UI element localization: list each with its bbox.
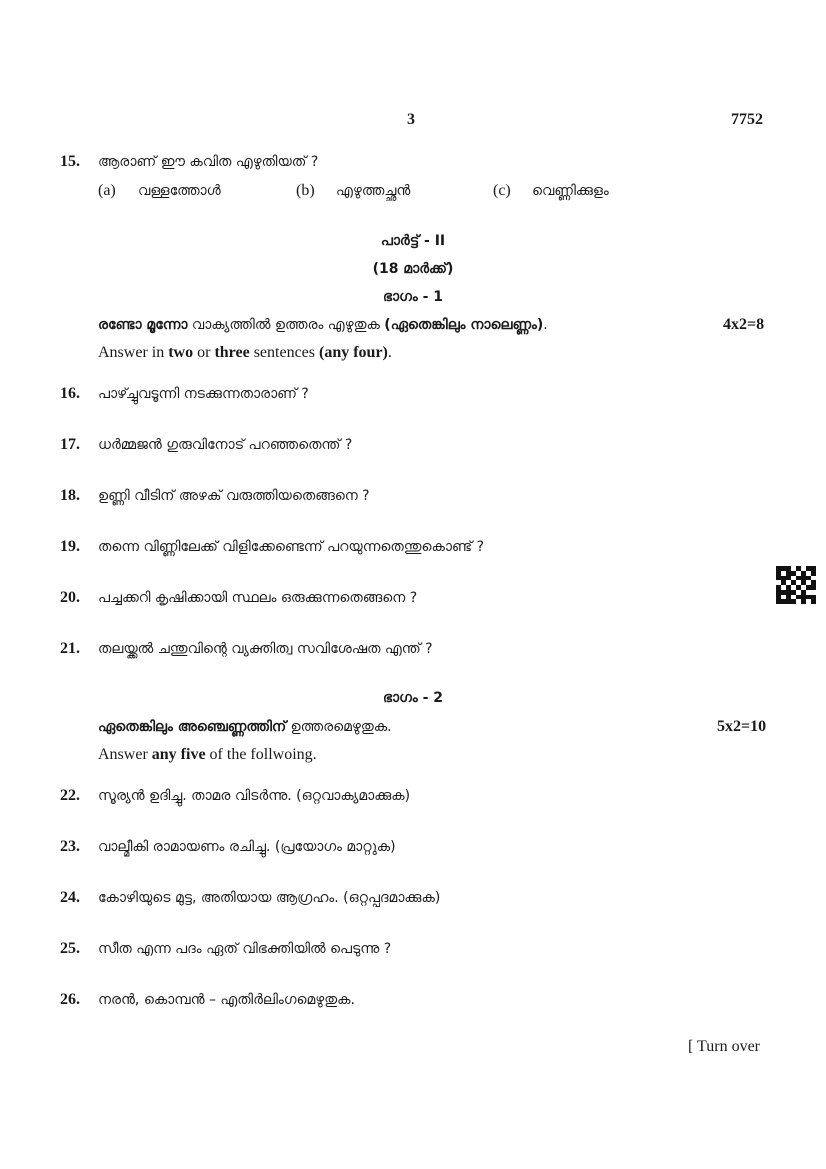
section-instruction-en <box>98 344 392 362</box>
instruction-emphasis: രണ്ടോ മൂന്നോ <box>98 317 188 333</box>
question-text: തന്നെ വിണ്ണിലേക്ക് വിളിക്കേണ്ടെന്ന് പറയുന്നതെന്തുകൊണ്ട് ? <box>98 539 485 555</box>
section-instruction-ml <box>98 719 392 735</box>
option-text: വള്ളത്തോൾ <box>138 183 221 199</box>
question-text: സീത എന്ന പദം ഏത് വിഭക്തിയിൽ പെടുന്നു ? <box>98 941 392 957</box>
question-number: 20. <box>60 589 80 606</box>
question-text: ആരാണ് ഈ കവിത എഴുതിയത് ? <box>98 154 319 170</box>
instruction-emphasis: (ഏതെങ്കിലും നാലെണ്ണം) <box>384 317 544 333</box>
question-text: നരൻ, കൊമ്പൻ – എതിർലിംഗമെഴുതുക. <box>98 992 355 1008</box>
section-instruction-ml <box>98 317 548 333</box>
instruction-text: . <box>543 317 548 333</box>
question-number: 25. <box>60 940 80 957</box>
question-number: 18. <box>60 487 80 504</box>
page-number: 3 <box>407 111 415 128</box>
option-label: (a) <box>98 182 116 199</box>
instruction-emphasis: any five <box>151 746 206 763</box>
question-text: സൂര്യൻ ഉദിച്ചു. താമര വിടർന്നു. (ഒറ്റവാക്യമാക്കുക) <box>98 788 411 804</box>
question-number: 19. <box>60 538 80 555</box>
question-text: പച്ചക്കറി കൃഷിക്കായി സ്ഥലം ഒരുക്കുന്നതെങ്ങനെ ? <box>98 590 418 606</box>
question-text: തലയ്ക്കൽ ചന്തുവിന്റെ വ്യക്തിത്വ സവിശേഷത എന്ത് ? <box>98 641 433 657</box>
section-title: ഭാഗം - 2 <box>382 690 443 706</box>
question-number: 22. <box>60 787 80 804</box>
option-label: (c) <box>493 182 511 199</box>
question-text: വാല്മീകി രാമായണം രചിച്ചു. (പ്രയോഗം മാറ്റുക) <box>98 839 396 855</box>
instruction-text: of the follwoing. <box>205 746 317 763</box>
question-number: 21. <box>60 640 80 657</box>
question-number: 17. <box>60 436 80 453</box>
question-number: 26. <box>60 991 80 1008</box>
part-title: പാർട്ട് - II <box>380 233 446 249</box>
instruction-emphasis: two <box>168 344 194 361</box>
paper-code: 7752 <box>731 111 763 128</box>
instruction-text: വാക്യത്തിൽ ഉത്തരം എഴുതുക <box>187 317 385 333</box>
instruction-text: or <box>193 344 215 361</box>
part-marks: (18 മാർക്ക്) <box>372 261 454 277</box>
instruction-text: . <box>387 344 392 361</box>
option-text: എഴുത്തച്ഛൻ <box>336 183 411 199</box>
instruction-text: sentences <box>249 344 319 361</box>
question-text: പാഴ്ച്ചുവടൂന്നി നടക്കുന്നതാരാണ് ? <box>98 386 309 402</box>
section-title: ഭാഗം - 1 <box>382 289 443 305</box>
section-marks: 5x2=10 <box>717 718 767 735</box>
question-text: ഉണ്ണി വീടിന് അഴക് വരുത്തിയതെങ്ങനെ ? <box>98 488 370 504</box>
option-text: വെണ്ണിക്കുളം <box>532 183 609 199</box>
instruction-emphasis: ഏതെങ്കിലും അഞ്ചെണ്ണത്തിന് <box>98 719 287 735</box>
question-number: 15. <box>60 153 80 170</box>
section-instruction-en <box>98 746 317 764</box>
option-label: (b) <box>296 182 315 199</box>
turn-over-note: [ Turn over <box>688 1038 761 1055</box>
question-text: ധർമ്മജൻ ഗുരുവിനോട് പറഞ്ഞതെന്ത് ? <box>98 437 353 453</box>
instruction-text: Answer <box>98 746 152 763</box>
instruction-emphasis: three <box>214 344 250 361</box>
question-number: 23. <box>60 838 80 855</box>
qr-code-icon <box>776 566 816 604</box>
question-number: 16. <box>60 385 80 402</box>
section-marks: 4x2=8 <box>723 316 765 333</box>
instruction-text: ഉത്തരമെഴുതുക. <box>286 719 392 735</box>
instruction-text: Answer in <box>98 344 169 361</box>
question-number: 24. <box>60 889 80 906</box>
question-text: കോഴിയുടെ മുട്ട, അതിയായ ആഗ്രഹം. (ഒറ്റപ്പദമാക്കുക) <box>98 890 441 906</box>
instruction-emphasis: (any four) <box>319 344 388 361</box>
